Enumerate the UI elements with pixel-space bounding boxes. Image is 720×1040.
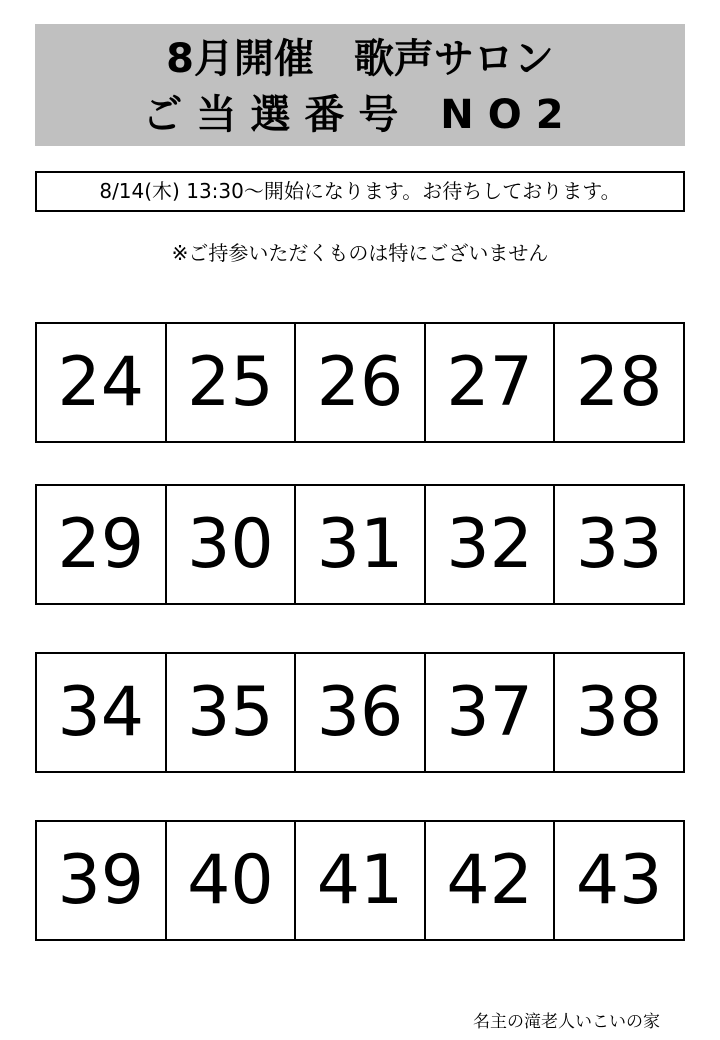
number-row-4 xyxy=(35,820,685,941)
winning-number: 29 xyxy=(57,505,145,584)
winning-number: 27 xyxy=(424,324,554,441)
winning-number: 25 xyxy=(165,324,295,441)
winning-number: 32 xyxy=(424,486,554,603)
organizer-name: 名主の滝老人いこいの家 xyxy=(473,1012,660,1032)
number-row-1 xyxy=(35,322,685,443)
winning-number: 33 xyxy=(553,486,683,603)
start-time-notice: 8/14(木) 13:30〜開始になります。お待ちしております。 xyxy=(35,171,685,212)
winning-number: 34 xyxy=(57,673,145,752)
winning-number: 39 xyxy=(57,841,145,920)
title-banner xyxy=(35,24,685,146)
number-row-2 xyxy=(35,484,685,605)
winning-numbers-heading: ご当選番号 NO2 xyxy=(142,92,578,138)
winning-number: 35 xyxy=(165,654,295,771)
items-to-bring-note: ※ご持参いただくものは特にございません xyxy=(171,241,549,265)
event-title: 8月開催 歌声サロン xyxy=(166,36,554,82)
winning-number: 37 xyxy=(424,654,554,771)
winning-number: 42 xyxy=(424,822,554,939)
winning-number: 43 xyxy=(553,822,683,939)
winning-number: 30 xyxy=(165,486,295,603)
winning-number: 41 xyxy=(294,822,424,939)
winning-number: 31 xyxy=(294,486,424,603)
winning-number: 36 xyxy=(294,654,424,771)
number-row-3 xyxy=(35,652,685,773)
winning-number: 26 xyxy=(294,324,424,441)
winning-number: 40 xyxy=(165,822,295,939)
winning-number: 24 xyxy=(57,343,145,422)
winning-number: 38 xyxy=(553,654,683,771)
winning-number: 28 xyxy=(553,324,683,441)
